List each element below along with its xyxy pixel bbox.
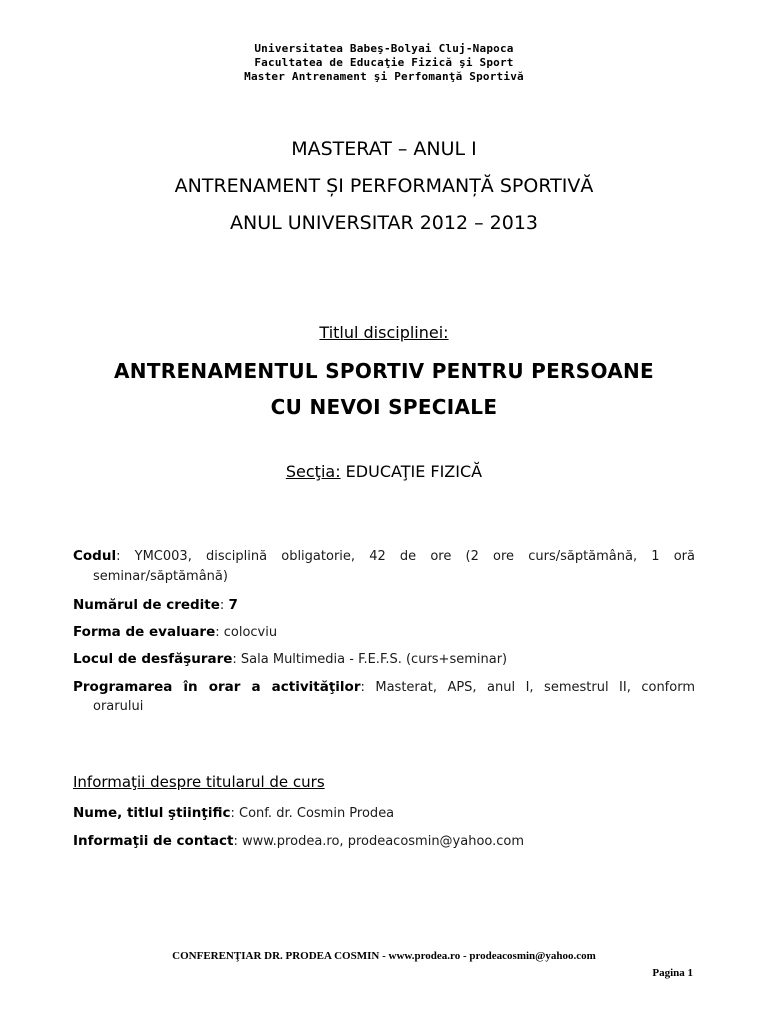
page-number: Pagina 1 [652, 967, 693, 979]
location-value: : Sala Multimedia - F.E.F.S. (curs+seminar) [232, 652, 508, 667]
instructor-name-label: Nume, titlul ştiinţific [73, 805, 231, 821]
instructor-heading: Informaţii despre titularul de curs [73, 773, 325, 791]
schedule-label: Programarea în orar a activităţilor [73, 679, 361, 695]
master-program-name: Master Antrenament şi Perfomanţă Sportivă [244, 70, 524, 83]
schedule-value-continued: orarului [93, 699, 144, 714]
field-schedule [73, 677, 695, 698]
instructor-contact-value: : www.prodea.ro, prodeacosmin@yahoo.com [233, 834, 525, 849]
section-line [0, 462, 768, 482]
faculty-name: Facultatea de Educaţie Fizică şi Sport [254, 56, 514, 69]
section-label: Secţia: [285, 462, 341, 481]
title-masterat: MASTERAT – ANUL I [291, 138, 477, 160]
field-credits [73, 595, 695, 616]
schedule-value: : Masterat, APS, anul I, semestrul II, conform [360, 680, 695, 695]
code-label: Codul [73, 548, 117, 564]
section-value: EDUCAŢIE FIZICĂ [340, 462, 483, 481]
instructor-contact-label: Informaţii de contact [73, 833, 234, 849]
university-name: Universitatea Babeş-Bolyai Cluj-Napoca [254, 42, 514, 55]
credits-separator: : [219, 598, 229, 613]
title-academic-year: ANUL UNIVERSITAR 2012 – 2013 [230, 212, 538, 234]
location-label: Locul de desfăşurare [73, 651, 233, 667]
code-value-continued: seminar/săptămână) [93, 569, 228, 584]
instructor-name-value: : Conf. dr. Cosmin Prodea [230, 806, 395, 821]
discipline-label-wrap [0, 323, 768, 343]
credits-label: Numărul de credite [73, 597, 220, 613]
discipline-name-line1: ANTRENAMENTUL SPORTIV PENTRU PERSOANE [114, 359, 654, 383]
credits-value: 7 [228, 597, 238, 613]
discipline-label: Titlul disciplinei: [319, 323, 449, 342]
page-footer: CONFERENŢIAR DR. PRODEA COSMIN - www.prodea.ro - prodeacosmin@yahoo.com [172, 950, 596, 962]
field-evaluation [73, 622, 695, 643]
evaluation-label: Forma de evaluare [73, 624, 216, 640]
field-location [73, 649, 695, 670]
field-code [73, 546, 695, 567]
title-program: ANTRENAMENT ȘI PERFORMANȚĂ SPORTIVĂ [174, 175, 594, 197]
evaluation-value: : colocviu [215, 625, 278, 640]
code-value: : YMC003, disciplină obligatorie, 42 de ore (2 ore curs/săptămână, 1 oră [116, 549, 695, 564]
discipline-name-line2: CU NEVOI SPECIALE [270, 395, 498, 419]
field-instructor-name [73, 803, 695, 824]
field-instructor-contact [73, 831, 695, 852]
